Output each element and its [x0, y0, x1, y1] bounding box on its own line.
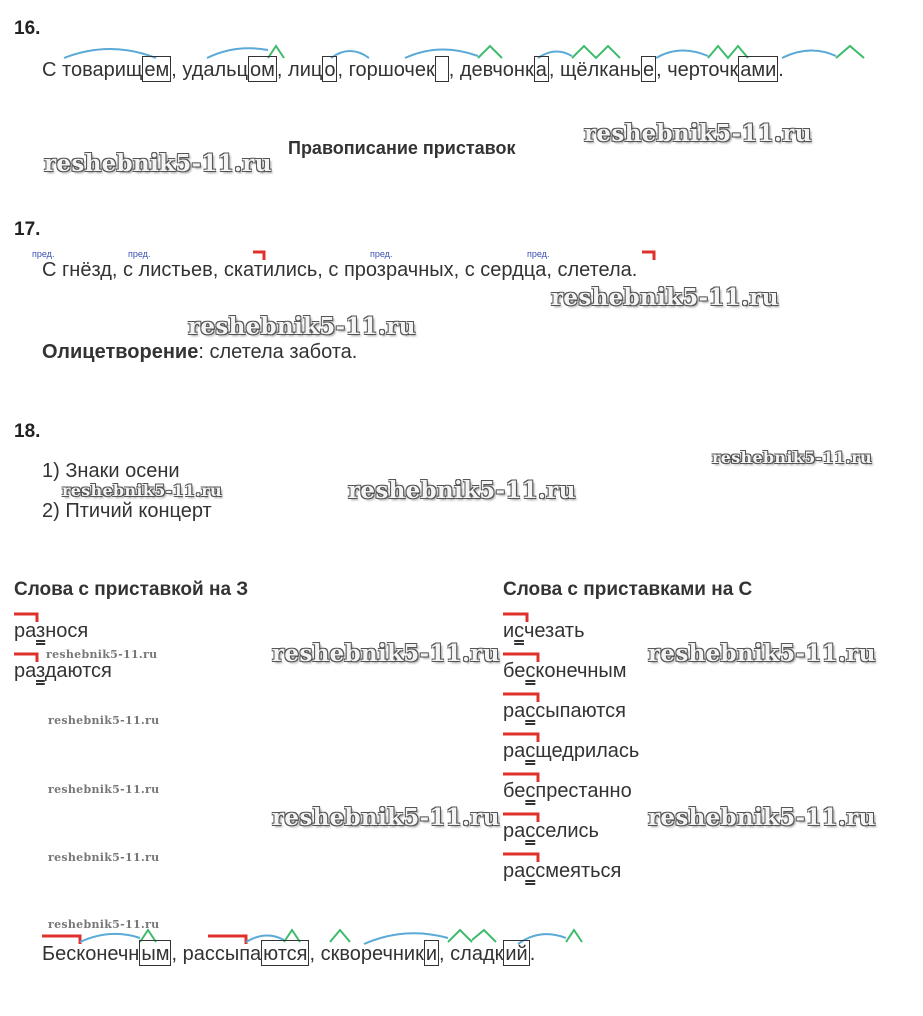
watermark: reshebnik5-11.ru	[551, 284, 779, 311]
left-word-1: разнося	[14, 620, 89, 642]
watermark: reshebnik5-11.ru	[48, 918, 160, 931]
word-sladkiy: сладк ий	[450, 943, 530, 965]
pred-label: пред.	[32, 249, 55, 259]
word-skvorechniki: скворечник и	[321, 943, 439, 965]
watermark: reshebnik5-11.ru	[584, 120, 812, 147]
watermark: reshebnik5-11.ru	[272, 804, 500, 831]
watermark: reshebnik5-11.ru	[46, 648, 158, 661]
left-column-title: Слова с приставкой на З	[14, 579, 249, 600]
ending-box: ются	[261, 940, 309, 966]
task-16-number: 16.	[14, 18, 41, 39]
word-chertochkami: черточк ами	[667, 59, 778, 81]
watermark: reshebnik5-11.ru	[44, 150, 272, 177]
right-word-3: рассыпаются	[503, 700, 626, 722]
ending-box: а	[534, 56, 549, 82]
personification-label: Олицетворение	[42, 341, 199, 363]
task-16-words: С товарищ ем , удальц ом , лиц о , горшочек , девчонк а , щёлкань е , черточк ами .	[42, 56, 784, 82]
watermark: reshebnik5-11.ru	[712, 448, 872, 467]
pred-label: пред.	[527, 249, 550, 259]
section-title: Правописание приставок	[288, 138, 516, 158]
personification-line	[42, 341, 357, 364]
ending-box: и	[424, 940, 439, 966]
right-word-2: бесконечным	[503, 660, 627, 682]
watermark: reshebnik5-11.ru	[62, 481, 222, 500]
pred-label: пред.	[370, 249, 393, 259]
task-18-item-1: 1) Знаки осени	[42, 460, 180, 482]
ending-box-empty	[435, 56, 449, 82]
ending-box: ым	[139, 940, 171, 966]
word-tovarishchem: товарищ ем	[62, 59, 171, 81]
watermark: reshebnik5-11.ru	[272, 640, 500, 667]
word-shchelkanye: щёлкань е	[560, 59, 656, 81]
right-word-1: исчезать	[503, 620, 585, 642]
task-18-item-2: 2) Птичий концерт	[42, 500, 212, 522]
watermark: reshebnik5-11.ru	[48, 783, 160, 796]
ending-box: ом	[248, 56, 277, 82]
watermark: reshebnik5-11.ru	[188, 313, 416, 340]
word-rassypayutsya: рассыпа ются	[183, 943, 310, 965]
personification-text: : слетела забота.	[198, 341, 358, 363]
watermark: reshebnik5-11.ru	[348, 477, 576, 504]
task-18-number: 18.	[14, 421, 41, 442]
word-prefix-s: С	[42, 59, 57, 81]
right-word-4: расщедрилась	[503, 740, 640, 762]
word-litso: лиц о	[288, 59, 337, 81]
word-gorshochek: горшочек	[349, 59, 449, 81]
watermark: reshebnik5-11.ru	[48, 851, 160, 864]
watermark: reshebnik5-11.ru	[648, 640, 876, 667]
task-17-number: 17.	[14, 219, 41, 240]
right-word-6: расселись	[503, 820, 599, 842]
right-column-title: Слова с приставками на С	[503, 579, 753, 600]
right-word-5: беспрестанно	[503, 780, 632, 802]
task-17-sentence: С гнёзд, с листьев, скатились, с прозрачных, с сердца, слетела.	[42, 259, 638, 281]
left-word-2: раздаются	[14, 660, 112, 682]
final-line-words: Бесконечн ым , рассыпа ются , скворечник и , сладк ий .	[42, 940, 535, 966]
watermark: reshebnik5-11.ru	[48, 714, 160, 727]
ending-box: ий	[503, 940, 529, 966]
ending-box: ем	[142, 56, 171, 82]
word-devchonka: девчонк а	[460, 59, 549, 81]
word-beskonechnym: Бесконечн ым	[42, 943, 171, 965]
watermark: reshebnik5-11.ru	[648, 804, 876, 831]
ending-box: е	[641, 56, 656, 82]
ending-box: ами	[738, 56, 778, 82]
right-word-7: рассмеяться	[503, 860, 622, 882]
pred-label: пред.	[128, 249, 151, 259]
ending-box: о	[322, 56, 337, 82]
word-udaltsom: удальц ом	[182, 59, 277, 81]
